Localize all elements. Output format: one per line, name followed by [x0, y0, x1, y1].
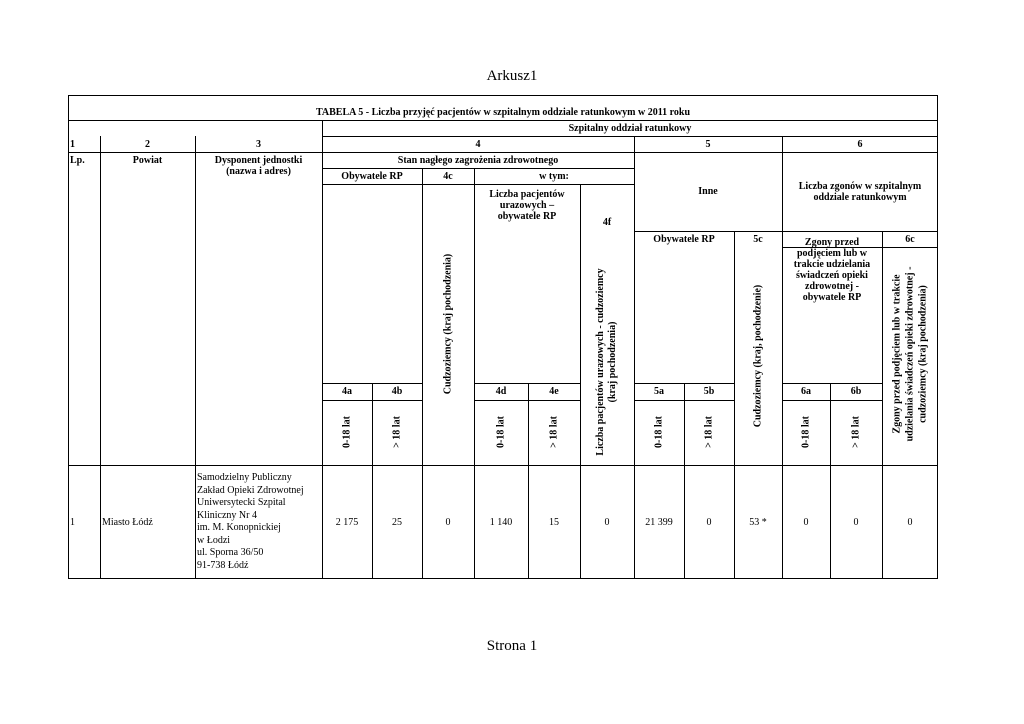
age-old-5b: > 18 lat [703, 416, 715, 448]
cell-5a: 21 399 [645, 516, 673, 528]
header-liczba-urazowych: Liczba pacjentów urazowych – obywatele RP [489, 188, 565, 222]
cell-6b: 0 [853, 516, 859, 528]
cell-4c: 0 [445, 516, 451, 528]
age-young-4a: 0-18 lat [341, 416, 353, 448]
cell-4d: 1 140 [489, 516, 513, 528]
age-old-4b: > 18 lat [391, 416, 403, 448]
age-young-4d: 0-18 lat [495, 416, 507, 448]
cell-4a: 2 175 [335, 516, 359, 528]
cell-4e: 15 [549, 516, 559, 528]
sub-5a: 5a [654, 386, 664, 397]
age-young-5a: 0-18 lat [653, 416, 665, 448]
sub-4d: 4d [495, 386, 507, 397]
dysponent-line: Kliniczny Nr 4 [197, 509, 257, 521]
header-4c: 4c [443, 170, 453, 182]
sheet-name: Arkusz1 [486, 68, 538, 84]
sub-6b: 6b [850, 386, 862, 397]
cell-5c: 53 * [749, 516, 767, 528]
header-liczba-zgonow: Liczba zgonów w szpitalnym oddziale ratunkowym [798, 180, 922, 203]
header-inne: Inne [698, 186, 718, 197]
header-obywatele-rp-5: Obywatele RP [653, 233, 715, 245]
sub-4b: 4b [391, 386, 403, 397]
header-zgony-cudz-l1: Zgony przed podjęciem lub w trakcie [891, 274, 903, 434]
dysponent-line: Samodzielny Publiczny [197, 472, 292, 483]
cell-5b: 0 [706, 516, 712, 528]
header-dysponent: Dysponent jednostki (nazwa i adres) [214, 155, 303, 177]
header-6c: 6c [905, 233, 915, 245]
row-dysponent [195, 466, 322, 578]
header-cudzoziemcy-5c: Cudzoziemcy (kraj, pochodzenie) [752, 284, 764, 428]
cell-6a: 0 [803, 516, 809, 528]
col-number-4: 4 [475, 138, 481, 150]
group-header: Szpitalny oddział ratunkowy [568, 122, 692, 134]
col-number-3: 3 [256, 138, 261, 150]
dysponent-line: im. M. Konopnickiej [197, 522, 281, 533]
dysponent-line: Zakład Opieki Zdrowotnej [197, 484, 304, 496]
header-urazowi-cudzoziemcy: Liczba pacjentów urazowych - cudzoziemcy (kraj pochodzenia) [595, 268, 618, 456]
sub-4a: 4a [342, 386, 352, 397]
dysponent-line: Uniwersytecki Szpital [197, 497, 286, 508]
sub-5b: 5b [703, 386, 715, 397]
cell-4f: 0 [604, 516, 610, 528]
header-5c: 5c [753, 233, 763, 245]
header-powiat: Powiat [132, 154, 163, 166]
age-old-4e: > 18 lat [548, 416, 560, 448]
header-lp: Lp. [70, 154, 85, 166]
age-young-6a: 0-18 lat [800, 416, 812, 448]
dysponent-line: 91-738 Łódź [197, 559, 249, 571]
header-zgony-rp: Zgony przed podjęciem lub w trakcie udzielania świadczeń opieki zdrowotnej - obywatele RP [793, 237, 871, 303]
sub-4e: 4e [549, 386, 559, 397]
header-zgony-cudz-l2: udzielania świadczeń opieki zdrowotnej - [904, 266, 916, 442]
page-label: Strona 1 [486, 638, 538, 654]
header-zgony-cudz-l3: cudzoziemcy (kraj pochodzenia) [917, 285, 929, 423]
header-cudzoziemcy-4c: Cudzoziemcy (kraj pochodzenia) [442, 253, 454, 395]
col-number-6: 6 [857, 138, 863, 150]
sub-6a: 6a [801, 386, 811, 397]
header-4f: 4f [602, 217, 612, 228]
row-lp: 1 [70, 516, 75, 528]
col-number-1: 1 [70, 138, 75, 150]
dysponent-line: ul. Sporna 36/50 [197, 547, 264, 558]
age-old-6b: > 18 lat [850, 416, 862, 448]
col-number-2: 2 [145, 138, 150, 150]
col-number-5: 5 [705, 138, 711, 150]
header-stan: Stan nagłego zagrożenia zdrowotnego [397, 154, 559, 166]
row-powiat: Miasto Łódź [102, 516, 153, 528]
dysponent-line: w Łodzi [197, 534, 231, 546]
table-title: TABELA 5 - Liczba przyjęć pacjentów w szpitalnym oddziale ratunkowym w 2011 roku [315, 107, 691, 118]
cell-4b: 25 [392, 516, 402, 528]
header-w-tym: w tym: [539, 170, 569, 182]
cell-6c: 0 [907, 516, 913, 528]
header-obywatele-rp: Obywatele RP [341, 170, 403, 182]
